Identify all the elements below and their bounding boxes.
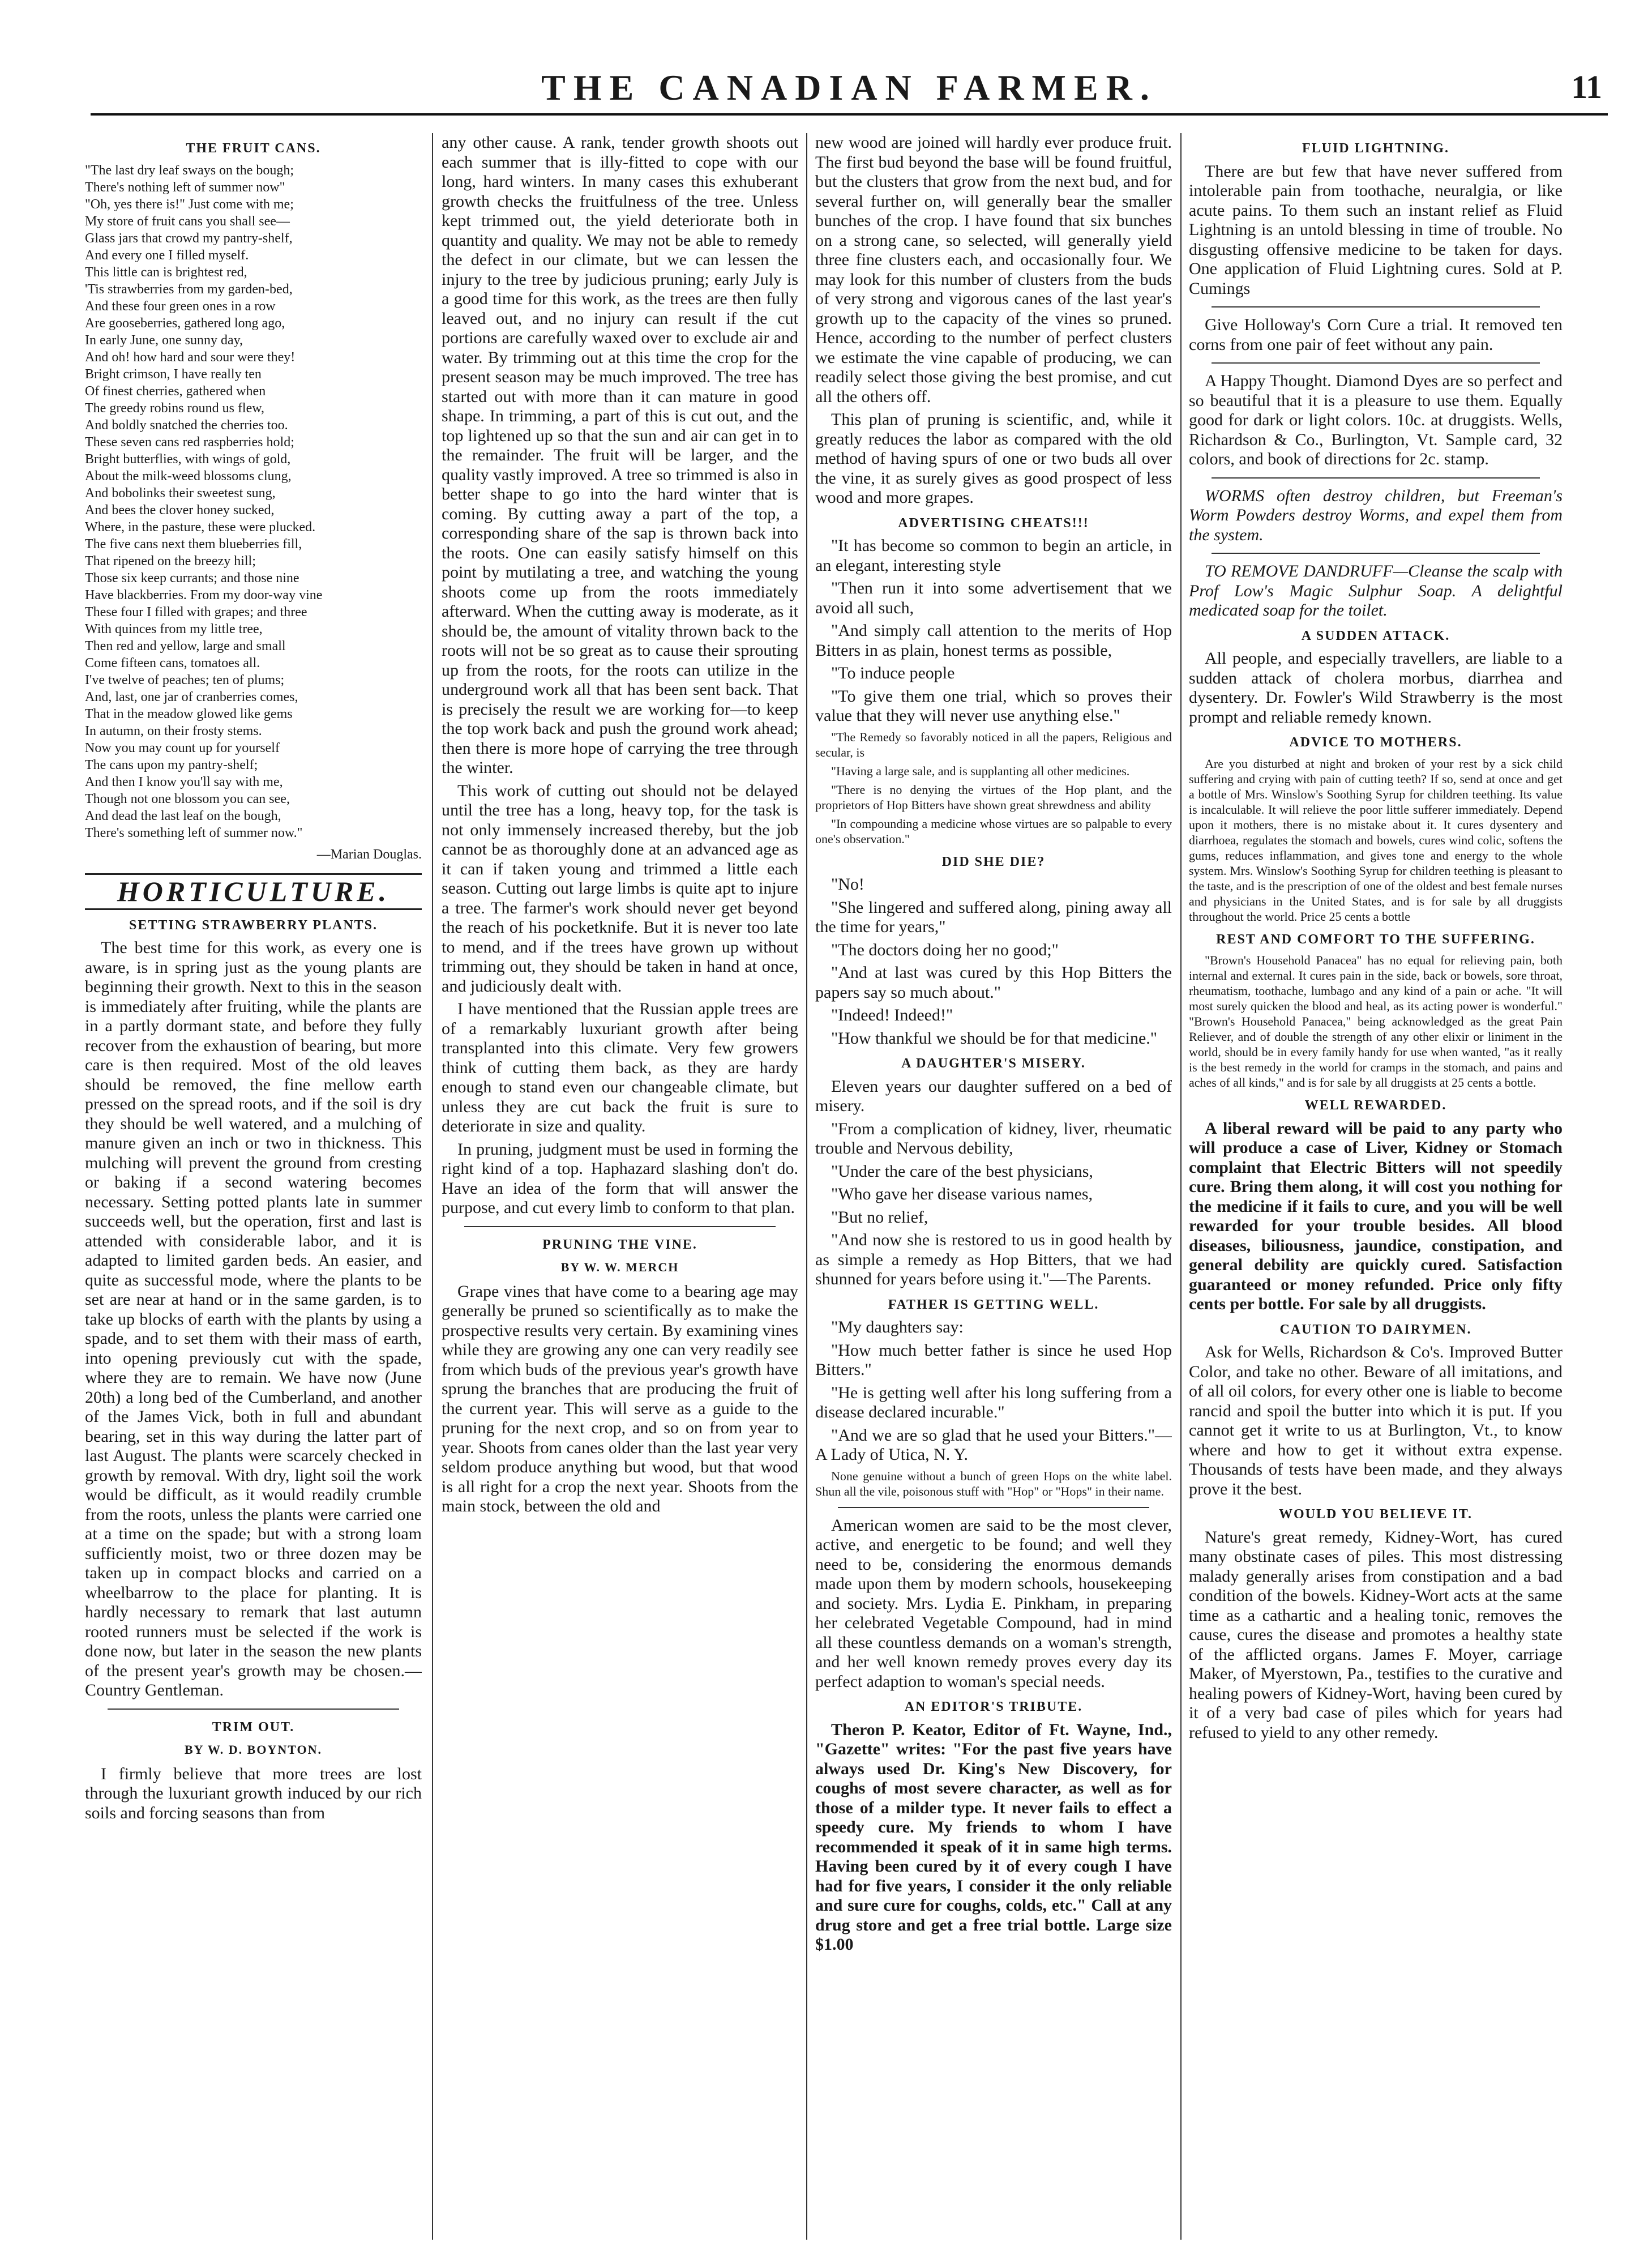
divider xyxy=(1212,553,1540,554)
article-byline: BY W. W. MERCH xyxy=(560,1260,679,1274)
notice-paragraph: A Happy Thought. Diamond Dyes are so perfect and so beautiful that it is a pleasure to use them. Equally good for dark or light colors. 10c. at druggists. Wells, Richardson & Co., Burlington, Vt. Sample card, 32 colors, and book of directions for 2c. stamp. xyxy=(1189,371,1563,468)
ad-title: FATHER IS GETTING WELL. xyxy=(888,1297,1099,1312)
poem-line: And bobolinks their sweetest sung, xyxy=(85,485,276,501)
article-byline: BY W. D. BOYNTON. xyxy=(184,1742,323,1757)
ad-title: AN EDITOR'S TRIBUTE. xyxy=(904,1699,1083,1714)
poem-line: And boldly snatched the cherries too. xyxy=(85,417,288,433)
ad-paragraph: "He is getting well after his long suffering from a disease declared incurable." xyxy=(815,1383,1172,1421)
poem-line: In autumn, on their frosty stems. xyxy=(85,723,262,738)
ad-paragraph: All people, and especially travellers, are liable to a sudden attack of cholera morbus, diarrhea and dysentery. Dr. Fowler's Wild Strawberry is the most prompt and reliable remedy known. xyxy=(1189,649,1563,727)
poem-line: Those six keep currants; and those nine xyxy=(85,570,299,586)
ad-title: WOULD YOU BELIEVE IT. xyxy=(1278,1507,1473,1522)
ad-paragraph: Are you disturbed at night and broken of your rest by a sick child suffering and crying with pain of cutting teeth? If so, send at once and get a bottle of Mrs. Winslow's Soothing Syrup for children teething. Its value is incalculable. It will relieve the poor little sufferer immediately. Depend upon it mothers, there is no mistake about it. It cures dysentery and diarrhoea, regulates the stomach and bowels, cures wind colic, softens the gums, reduces inflammation, and gives tone and energy to the whole system. Mrs. Winslow's Soothing Syrup for children teething is pleasant to the taste, and is the prescription of one of the oldest and best female nurses and physicians in the United States, and is for sale by all druggists throughout the world. Price 25 cents a bottle xyxy=(1189,756,1563,924)
column-rule xyxy=(806,133,807,2240)
ad-paragraph: "She lingered and suffered along, pining away all the time for years," xyxy=(815,898,1172,936)
ad-paragraph: "How much better father is since he used Hop Bitters." xyxy=(815,1340,1172,1379)
poem-line: Come fifteen cans, tomatoes all. xyxy=(85,655,260,670)
poem-line: About the milk-weed blossoms clung, xyxy=(85,468,292,484)
poem-line: I've twelve of peaches; ten of plums; xyxy=(85,672,285,687)
divider xyxy=(464,1226,776,1227)
ad-paragraph: "Indeed! Indeed!" xyxy=(831,1006,953,1024)
masthead xyxy=(91,62,1608,116)
ad-paragraph: Ask for Wells, Richardson & Co's. Improved Butter Color, and take no other. Beware of all imitations, and of all oil colors, for every other one is liable to become rancid and spoil the butter into which it is put. If you cannot get it write to us at Burlington, Vt., to know where and how to get it without extra expense. Thousands of tests have been made, and they always prove it the best. xyxy=(1189,1343,1563,1498)
poem-title: THE FRUIT CANS. xyxy=(186,141,321,156)
article-paragraph: Grape vines that have come to a bearing age may generally be pruned so scientifically as to make the prospective results very certain. By examining vines while they are growing any one can very readily see from which buds of the previous year's growth have sprung the branches that are producing the fruit of the current year. This will serve as a guide to the pruning for the next crop, and so on from year to year. Shoots from canes older than the last year very seldom produce anything but wood, but that wood is all right for a crop the next year. Shoots from the main stock, between the old and xyxy=(442,1282,798,1515)
poem-line: Are gooseberries, gathered long ago, xyxy=(85,315,285,331)
ad-paragraph: "No! xyxy=(831,875,864,894)
poem-line: "The last dry leaf sways on the bough; xyxy=(85,163,294,178)
divider xyxy=(1212,306,1540,307)
ad-paragraph: "My daughters say: xyxy=(831,1318,964,1336)
notice-paragraph: TO REMOVE DANDRUFF—Cleanse the scalp with Prof Low's Magic Sulphur Soap. A delightful medicated soap for the toilet. xyxy=(1189,562,1563,620)
ad-paragraph: "To give them one trial, which so proves their value that they will never use anything else." xyxy=(815,686,1172,725)
ad-paragraph: "And we are so glad that he used your Bitters."—A Lady of Utica, N. Y. xyxy=(815,1425,1172,1464)
poem-line: And, last, one jar of cranberries comes, xyxy=(85,689,298,704)
divider xyxy=(108,1709,399,1710)
ad-title: REST AND COMFORT TO THE SUFFERING. xyxy=(1216,932,1535,947)
column-rule xyxy=(1180,133,1182,2240)
poem-line: The greedy robins round us flew, xyxy=(85,400,265,416)
article-paragraph: I have mentioned that the Russian apple trees are of a remarkably luxuriant growth after being transplanted into this climate. Very few growers think of cutting them back, as they are hardy enough to stand even our changeable climate, but unless they are cut back the fruit is sure to deteriorate in size and quality. xyxy=(442,1000,798,1135)
poem-line: These seven cans red raspberries hold; xyxy=(85,434,294,450)
poem-body xyxy=(85,162,422,865)
article-paragraph: The best time for this work, as every one is aware, is in spring just as the young plants are beginning their growth. Next to this in the season is immediately after fruiting, while the plants are in a partly dormant state, and before they fully recover from the exhaustion of bearing, but more care is then required. Most of the old leaves should be removed, the fine mellow earth pressed on the spread roots, and if the soil is dry they should be well watered, and a mulching of manure given an inch or two in thickness. This mulching will prevent the ground from cresting or baking if a second watering becomes necessary. Setting potted plants late in summer succeeds well, but the operation, first and last is attended with considerable labor, and it is adapted to limited garden beds. An easier, and quite as successful mode, where the plants to be set are near at hand or in the same garden, is to take up blocks of earth with the plants by using a spade, and to set them with their mass of earth, into opening previously cut with the spade, where they are to remain. We have now (June 20th) a long bed of the Cumberland, and another of the James Vick, both in full and abundant bearing, set in this way during the latter part of last August. The plants were scarcely checked in growth by removal. With dry, light soil the work would be difficult, as it would readily crumble from the roots, unless the plants were carried one at a time on the spade; but with a strong loam sufficiently moist, two or three dozen may be taken up in compact blocks and carried on a wheelbarrow to the place for planting. It is hardly necessary to remark that last autumn rooted runners must be selected if the work is done now, but later in the season the new plants of the present year's growth may be chosen.—Country Gentleman. xyxy=(85,938,422,1699)
poem-line: In early June, one sunny day, xyxy=(85,332,243,348)
poem-line: "Oh, yes there is!" Just come with me; xyxy=(85,197,294,212)
poem-line: Glass jars that crowd my pantry-shelf, xyxy=(85,230,293,246)
ad-paragraph: "From a complication of kidney, liver, rheumatic trouble and Nervous debility, xyxy=(815,1119,1172,1158)
masthead-title: THE CANADIAN FARMER. xyxy=(541,67,1157,108)
ad-paragraph: "Who gave her disease various names, xyxy=(831,1185,1093,1203)
ad-title: FLUID LIGHTNING. xyxy=(1302,141,1450,156)
poem-line: 'Tis strawberries from my garden-bed, xyxy=(85,281,293,297)
ad-paragraph: Eleven years our daughter suffered on a bed of misery. xyxy=(815,1077,1172,1115)
ad-paragraph: "In compounding a medicine whose virtues are so palpable to every one's observation." xyxy=(815,816,1172,846)
ad-title: CAUTION TO DAIRYMEN. xyxy=(1279,1322,1472,1337)
poem-line: Bright crimson, I have really ten xyxy=(85,366,262,382)
ad-paragraph: Nature's great remedy, Kidney-Wort, has cured many obstinate cases of piles. This most distressing malady generally arises from constipation and a bad condition of the bowels. Kidney-Wort acts at the same time as a cathartic and a healing tonic, removes the cause, cures the disease and promotes a healthy state of the afflicted organs. James F. Moyer, carriage Maker, of Myerstown, Pa., testifies to the curative and healing powers of Kidney-Wort, having been cured by it of a very bad case of piles which for years had refused to yield to any other remedy. xyxy=(1189,1527,1563,1742)
ad-title: A SUDDEN ATTACK. xyxy=(1301,628,1450,643)
article-title: TRIM OUT. xyxy=(212,1719,295,1735)
poem-line: These four I filled with grapes; and three xyxy=(85,604,307,620)
poem-line: There's something left of summer now." xyxy=(85,825,303,840)
ad-paragraph: "To induce people xyxy=(831,664,955,682)
ad-title: DID SHE DIE? xyxy=(941,854,1046,869)
ad-paragraph: "The doctors doing her no good;" xyxy=(831,940,1059,959)
poem-line: Have blackberries. From my door-way vine xyxy=(85,587,323,603)
column-2 xyxy=(442,133,798,2240)
poem-line: That in the meadow glowed like gems xyxy=(85,706,293,721)
notice-paragraph: Give Holloway's Corn Cure a trial. It removed ten corns from one pair of feet without any pain. xyxy=(1189,315,1563,354)
ad-paragraph: "How thankful we should be for that medicine." xyxy=(831,1028,1158,1048)
poem-line: And oh! how hard and sour were they! xyxy=(85,349,296,365)
poem-line: Bright butterflies, with wings of gold, xyxy=(85,451,291,467)
poem-line: With quinces from my little tree, xyxy=(85,621,263,637)
poem-line: Of finest cherries, gathered when xyxy=(85,383,266,399)
poem-line: There's nothing left of summer now" xyxy=(85,180,285,195)
ad-paragraph: None genuine without a bunch of green Hops on the white label. Shun all the vile, poisonous stuff with "Hop" or "Hops" in their name. xyxy=(815,1468,1172,1498)
article-paragraph: new wood are joined will hardly ever produce fruit. The first bud beyond the base will be found fruitful, but the clusters that grow from the next bud, and for several further on, will generally bear the smaller bunches of the crop. I have found that six bunches on a strong cane, so selected, will generally yield three fine clusters each, and occasionally four. We may look for this number of clusters from the buds of very strong and vigorous canes of the last year's growth up to the capacity of the vines so pruned. Hence, according to the number of perfect clusters we estimate the vine capable of producing, we can readily select those giving the best promise, and cut all the others off. xyxy=(815,133,1172,406)
article-paragraph: In pruning, judgment must be used in forming the right kind of a top. Haphazard slashing don't do. Have an idea of the form that will answer the purpose, and cut every limb to conform to that plan. xyxy=(442,1139,798,1217)
article-paragraph: This plan of pruning is scientific, and, while it greatly reduces the labor as compared with the old method of having spurs of one or two buds all over the vine, it as surely gives as good prospect of less wood and more grapes. xyxy=(815,410,1172,507)
poem-line: That ripened on the breezy hill; xyxy=(85,553,256,569)
article-paragraph: I firmly believe that more trees are lost through the luxuriant growth induced by our rich soils and forcing seasons than from xyxy=(85,1764,422,1822)
article-title: SETTING STRAWBERRY PLANTS. xyxy=(129,917,378,933)
poem-author: —Marian Douglas. xyxy=(316,847,422,862)
ad-paragraph: "And at last was cured by this Hop Bitters the papers say so much about." xyxy=(815,963,1172,1002)
article-title: PRUNING THE VINE. xyxy=(542,1237,697,1252)
ad-paragraph: "Under the care of the best physicians, xyxy=(831,1161,1093,1181)
article-paragraph: any other cause. A rank, tender growth shoots out each summer that is illy-fitted to cope with our long, hard winters. In many cases this exhuberant growth checks the fruitfulness of the tree. Unless kept trimmed out, the yield deteriorate both in quantity and quality. We may not be able to remedy the defect in our climate, but we can lessen the injury to the tree by judicious pruning; early July is a good time for this work, as the trees are then fully leaved out, and no injury can result if the cut portions are carefully waxed over to exclude air and water. By trimming out at this time the crop for the present season may be much improved. The tree has started out with more than it can mature in good shape. In trimming, a part of this is cut out, and the top lightened up so that the sun and air can get in to the remainder. The fruit will be larger, and the quality vastly improved. A tree so trimmed is also in better shape to go into the hard winter that is coming. By cutting away a part of the top, a corresponding share of the sap is thrown back into the roots. One can easily satisfy himself on this point by mutilating a tree, and watching the young shoots come up from the roots immediately afterward. When the cutting away is moderate, as it should be, the amount of vitality thrown back to the roots will not be so great as to cause their sprouting up from the roots, for the roots can utilize in the underground work all that has been sent back. That is precisely the result we are working for—to keep the top work back and push the ground work ahead; then there is more hope of carrying the tree through the winter. xyxy=(442,133,798,777)
section-title-horticulture: HORTICULTURE. xyxy=(85,873,422,910)
poem-line: Then red and yellow, large and small xyxy=(85,638,286,654)
column-3 xyxy=(815,133,1172,2240)
ad-paragraph: A liberal reward will be paid to any party who will produce a case of Liver, Kidney or Stomach complaint that Electric Bitters will not speedily cure. Bring them along, it will cost you nothing for the medicine if it fails to cure, and you will be well rewarded for your trouble besides. All blood diseases, biliousness, jaundice, constipation, and general debility are quickly cured. Satisfaction guaranteed or money refunded. Price only fifty cents per bottle. For sale by all druggists. xyxy=(1189,1118,1563,1313)
poem-line: Though not one blossom you can see, xyxy=(85,791,290,806)
poem-line: The five cans next them blueberries fill, xyxy=(85,536,302,552)
ad-paragraph: "It has become so common to begin an article, in an elegant, interesting style xyxy=(815,536,1172,575)
poem-line: The cans upon my pantry-shelf; xyxy=(85,757,258,772)
poem-line: And these four green ones in a row xyxy=(85,298,276,314)
poem-line: And dead the last leaf on the bough, xyxy=(85,808,281,823)
page-number: 11 xyxy=(1571,69,1602,105)
ad-paragraph: "Then run it into some advertisement that we avoid all such, xyxy=(815,579,1172,617)
ad-paragraph: "And now she is restored to us in good health by as simple a remedy as Hop Bitters, that we had shunned for years before using it."—The Parents. xyxy=(815,1231,1172,1288)
poem-line: Where, in the pasture, these were plucked. xyxy=(85,519,316,535)
column-rule xyxy=(432,133,433,2240)
article-paragraph: American women are said to be the most clever, active, and energetic to be found; and well they need to be, considering the enormous demands made upon them by modern schools, housekeeping and society. Mrs. Lydia E. Pinkham, in preparing her celebrated Vegetable Compound, had in mind all these countless demands on a woman's strength, and her well known remedy proves every day its perfect adaption to woman's special needs. xyxy=(815,1515,1172,1691)
ad-paragraph: "The Remedy so favorably noticed in all the papers, Religious and secular, is xyxy=(815,729,1172,759)
divider xyxy=(838,1507,1149,1508)
column-4 xyxy=(1189,133,1563,2240)
ad-paragraph: "There is no denying the virtues of the Hop plant, and the proprietors of Hop Bitters have shown great shrewdness and ability xyxy=(815,782,1172,812)
divider xyxy=(1212,362,1540,364)
ad-paragraph: There are but few that have never suffered from intolerable pain from toothache, neuralgia, or like acute pains. To them such an instant relief as Fluid Lightning is an untold blessing in time of trouble. No disgusting offensive medicine to be taken for days. One application of Fluid Lightning cures. Sold at P. Cumings xyxy=(1189,161,1563,298)
poem-line: And then I know you'll say with me, xyxy=(85,774,283,789)
poem-line: And bees the clover honey sucked, xyxy=(85,502,275,518)
poem-line: Now you may count up for yourself xyxy=(85,740,280,755)
ad-title: ADVERTISING CHEATS!!! xyxy=(898,515,1089,531)
poem-line: My store of fruit cans you shall see— xyxy=(85,213,290,229)
article-paragraph: This work of cutting out should not be delayed until the tree has a long, heavy top, for the task is not only immensely increased thereby, but the job cannot be as thoroughly done at an advanced age as it can if taken young and trimmed a little each season. Cutting out large limbs is quite apt to injure a tree. The farmer's work should never get beyond the reach of his pocketknife. But it is never too late to mend, and if the trees have grown up without trimming out, they should be taken in hand at once, and judiciously dealt with. xyxy=(442,781,798,996)
poem-line: This little can is brightest red, xyxy=(85,264,247,280)
ad-title: A DAUGHTER'S MISERY. xyxy=(901,1056,1086,1071)
ad-title: ADVICE TO MOTHERS. xyxy=(1289,735,1462,750)
divider xyxy=(1212,477,1540,479)
ad-paragraph: Theron P. Keator, Editor of Ft. Wayne, Ind., "Gazette" writes: "For the past five years have always used Dr. King's New Discovery, for coughs of most severe character, as well as for those of a milder type. It never fails to effect a speedy cure. My friends to whom I have recommended it speak of it in same high terms. Having been cured by it of every cough I have had for five years, I consider it the only reliable and sure cure for coughs, colds, etc." Call at any drug store and get a free trial bottle. Large size $1.00 xyxy=(815,1720,1172,1954)
ad-paragraph: "And simply call attention to the merits of Hop Bitters in as plain, honest terms as possible, xyxy=(815,621,1172,660)
ad-paragraph: "Having a large sale, and is supplanting all other medicines. xyxy=(831,763,1130,778)
notice-paragraph: WORMS often destroy children, but Freeman's Worm Powders destroy Worms, and expel them from the system. xyxy=(1189,486,1563,544)
poem-line: And every one I filled myself. xyxy=(85,247,249,263)
ad-paragraph: "But no relief, xyxy=(831,1207,928,1227)
ad-paragraph: "Brown's Household Panacea" has no equal for relieving pain, both internal and external. It cures pain in the side, back or bowels, sore throat, rheumatism, toothache, lumbago and any kind of a pain or ache. "It will most surely quicken the blood and heal, as its acting power is wonderful." "Brown's Household Panacea," being acknowledged as the great Pain Reliever, and of double the strength of any other elixir or liniment in the world, should be in every family handy for use when wanted, "as it really is the best remedy in the world for cramps in the stomach, and pains and aches of all kinds," and is for sale by all druggists at 25 cents a bottle. xyxy=(1189,953,1563,1090)
ad-title: WELL REWARDED. xyxy=(1304,1098,1447,1113)
column-1 xyxy=(85,133,422,2240)
